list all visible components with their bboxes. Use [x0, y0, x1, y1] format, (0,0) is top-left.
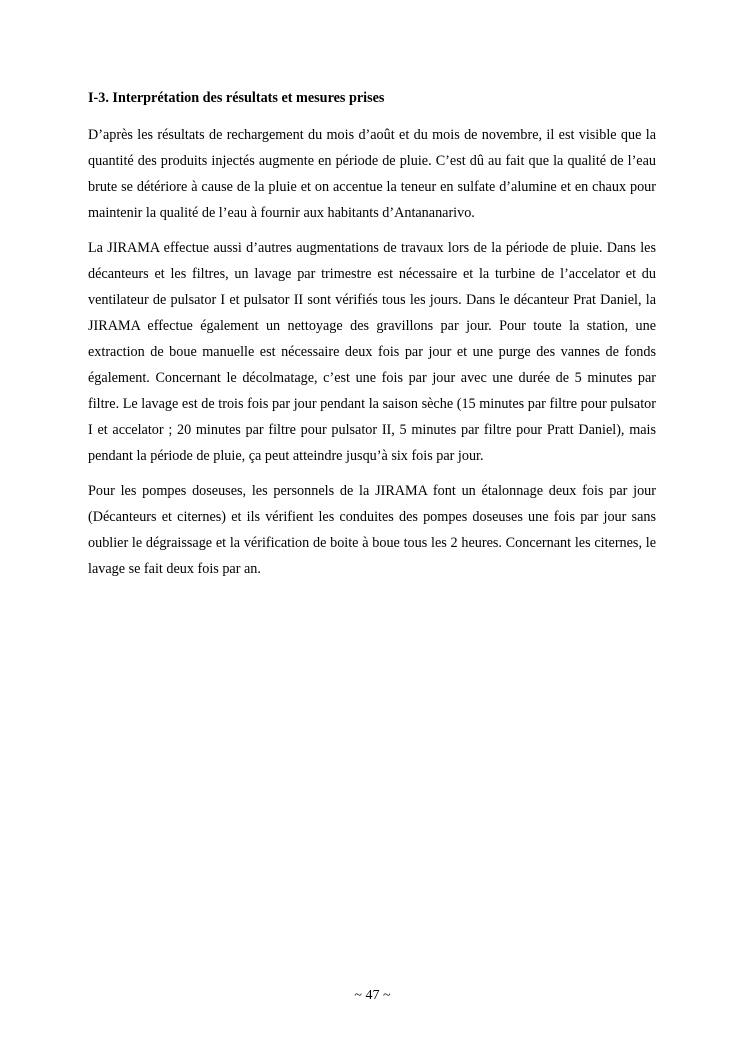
paragraph-maintenance: La JIRAMA effectue aussi d’autres augmentations de travaux lors de la période de pluie. Dans les décanteurs et les filtres, un lavage par trimestre est nécessaire et la turbine de l’accelator et du ventilateur de pulsator I et pulsator II sont vérifiés tous les jours. Dans le décanteur Prat Daniel, la JIRAMA effectue également un nettoyage des gravillons par jour. Pour toute la station, une extraction de boue manuelle est nécessaire deux fois par jour et une purge des vannes de fonds également. Concernant le décolmatage, c’est une fois par jour avec une durée de 5 minutes par filtre. Le lavage est de trois fois par jour pendant la saison sèche (15 minutes par filtre pour pulsator I et accelator ; 20 minutes par filtre pour pulsator II, 5 minutes par filtre pour Pratt Daniel), mais pendant la période de pluie, ça peut atteindre jusqu’à six fois par jour.	[88, 240, 656, 464]
paragraph-results: D’après les résultats de rechargement du mois d’août et du mois de novembre, il est visible que la quantité des produits injectés augmente en période de pluie. C’est dû au fait que la qualité de l’eau brute se détériore à cause de la pluie et on accentue la teneur en sulfate d’alumine et en chaux pour maintenir la qualité de l’eau à fournir aux habitants d’Antananarivo.	[88, 127, 656, 221]
paragraph-dosing-pumps: Pour les pompes doseuses, les personnels de la JIRAMA font un étalonnage deux fois par jour (Décanteurs et citernes) et ils vérifient les conduites des pompes doseuses une fois par jour sans oublier le dégraissage et la vérification de boite à boue tous les 2 heures. Concernant les citernes, le lavage se fait deux fois par an.	[88, 483, 656, 577]
page-content	[88, 89, 656, 591]
page-number: ~ 47 ~	[354, 988, 391, 1003]
section-heading: I-3. Interprétation des résultats et mesures prises	[88, 90, 385, 106]
